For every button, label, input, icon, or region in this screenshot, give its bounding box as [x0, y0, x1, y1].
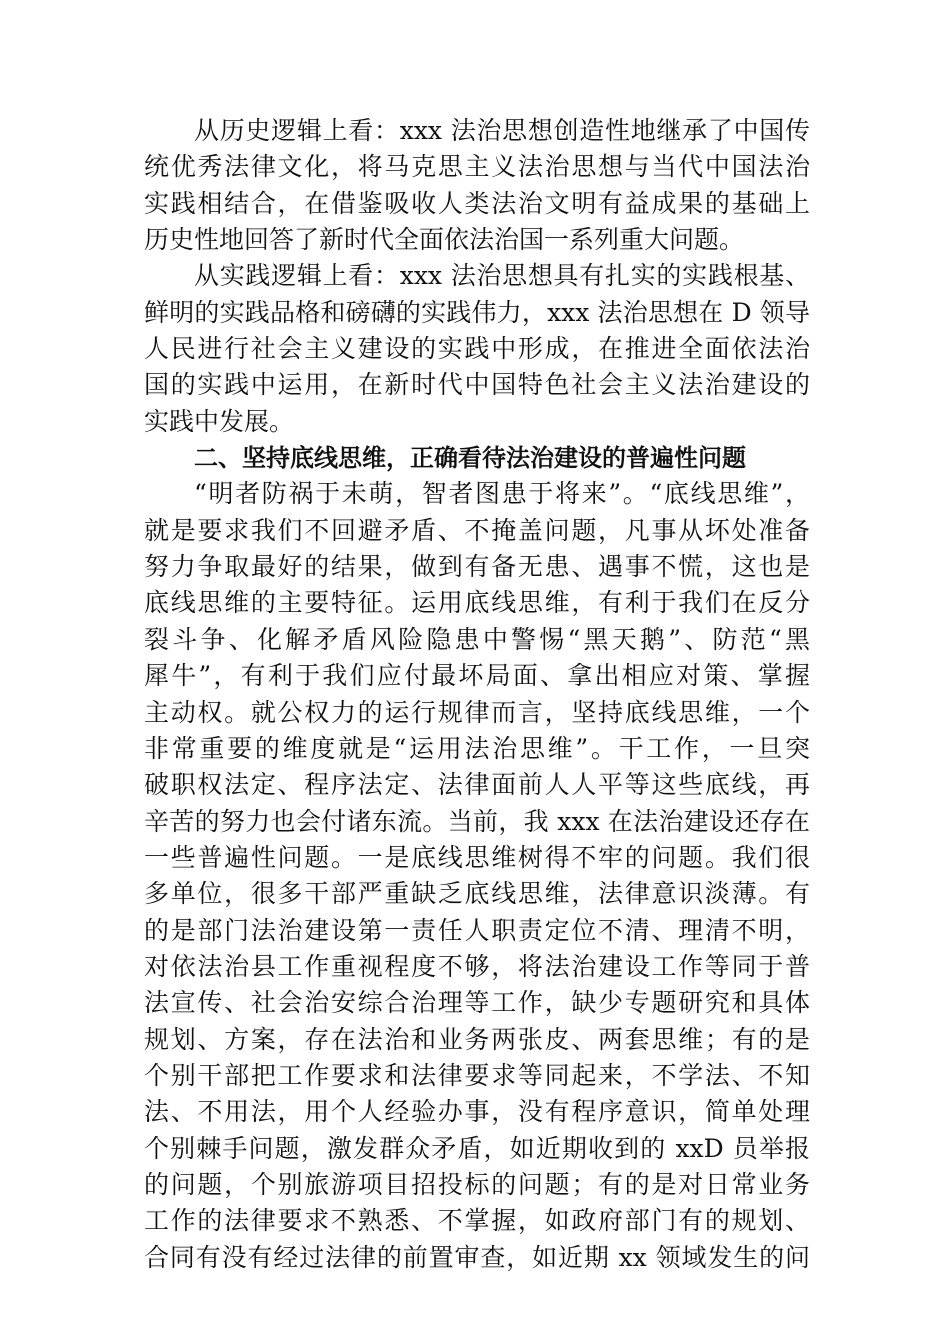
text-line: 犀牛”，有利于我们应付最坏局面、拿出相应对策、掌握: [144, 661, 810, 691]
text-line: 人民进行社会主义建设的实践中形成，在推进全面依法治: [144, 334, 810, 364]
text-line: 实践中发展。: [144, 406, 295, 436]
text-line: 国的实践中运用，在新时代中国特色社会主义法治建设的: [144, 370, 810, 400]
text-line: 主动权。就公权力的运行规律而言，坚持底线思维，一个: [144, 697, 810, 727]
paragraph-practice-logic: [144, 258, 810, 440]
paragraph-history-logic: [144, 113, 810, 258]
text-line: 个别棘手问题，激发群众矛盾，如近期收到的 xxD 员举报: [144, 1133, 810, 1163]
text-line: 统优秀法律文化，将马克思主义法治思想与当代中国法治: [144, 152, 810, 182]
text-line: 工作的法律要求不熟悉、不掌握，如政府部门有的规划、: [144, 1206, 810, 1236]
text-line: 一些普遍性问题。一是底线思维树得不牢的问题。我们很: [144, 842, 810, 872]
text-line: 法、不用法，用个人经验办事，没有程序意识，简单处理: [144, 1097, 810, 1127]
text-line: 规划、方案，存在法治和业务两张皮、两套思维；有的是: [144, 1024, 810, 1054]
document-page: [144, 113, 810, 1276]
text-line: 法宣传、社会治安综合治理等工作，缺少专题研究和具体: [144, 988, 810, 1018]
text-line: 的是部门法治建设第一责任人职责定位不清、理清不明，: [144, 915, 810, 945]
text-line: 破职权法定、程序法定、法律面前人人平等这些底线，再: [144, 770, 810, 800]
text-line: 就是要求我们不回避矛盾、不掩盖问题，凡事从坏处准备: [144, 515, 810, 545]
text-line: 鲜明的实践品格和磅礴的实践伟力，xxx 法治思想在 D 领导: [144, 297, 810, 327]
text-line: 底线思维的主要特征。运用底线思维，有利于我们在反分: [144, 588, 810, 618]
text-line: 努力争取最好的结果，做到有备无患、遇事不慌，这也是: [144, 552, 810, 582]
text-line: “明者防祸于未萌，智者图患于将来”。“底线思维”，: [194, 479, 810, 509]
text-line: 的问题，个别旅游项目招投标的问题；有的是对日常业务: [144, 1169, 810, 1199]
text-line: 个别干部把工作要求和法律要求等同起来，不学法、不知: [144, 1060, 810, 1090]
text-line: 对依法治县工作重视程度不够，将法治建设工作等同于普: [144, 951, 810, 981]
text-line: 历史性地回答了新时代全面依法治国一系列重大问题。: [144, 225, 745, 255]
text-line: 非常重要的维度就是“运用法治思维”。干工作，一旦突: [144, 733, 810, 763]
text-line: 从实践逻辑上看：xxx 法治思想具有扎实的实践根基、: [194, 261, 810, 291]
section-heading: 二、坚持底线思维，正确看待法治建设的普遍性问题: [194, 444, 746, 473]
text-line: 合同有没有经过法律的前置审查，如近期 xx 领域发生的问: [144, 1242, 810, 1272]
text-line: 实践相结合，在借鉴吸收人类法治文明有益成果的基础上: [144, 188, 810, 218]
paragraph-bottom-line-thinking: [144, 476, 810, 1276]
text-line: 从历史逻辑上看：xxx 法治思想创造性地继承了中国传: [194, 116, 810, 145]
text-line: 辛苦的努力也会付诸东流。当前，我 xxx 在法治建设还存在: [144, 806, 810, 836]
text-line: 多单位，很多干部严重缺乏底线思维，法律意识淡薄。有: [144, 879, 810, 909]
text-line: 裂斗争、化解矛盾风险隐患中警惕“黑天鹅”、防范“黑: [144, 624, 810, 654]
